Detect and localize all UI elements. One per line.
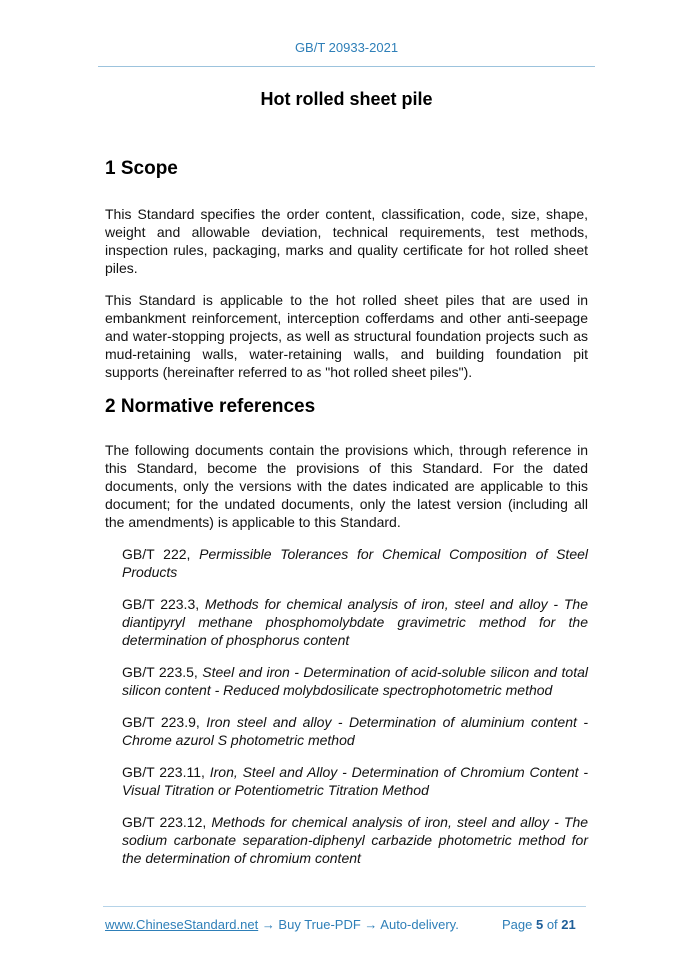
- scope-paragraph-2: This Standard is applicable to the hot rolled sheet piles that are used in embankment reinforcement, interception cofferdams and other anti-seepage and water-stopping projects, as well as structural foundation projects such as mud-retaining walls, water-retaining walls, and building foundation pit supports (hereinafter referred to as "hot rolled sheet piles").: [105, 292, 588, 380]
- reference-code: GB/T 223.5,: [122, 664, 203, 680]
- reference-title: Methods for chemical analysis of iron, steel and alloy - The diantipyryl methane phosphomolybdate gravimetric method for the determination of phosphorus content: [122, 596, 588, 648]
- reference-title: Permissible Tolerances for Chemical Composition of Steel Products: [122, 546, 589, 580]
- normative-intro-paragraph: The following documents contain the provisions which, through reference in this Standard, become the provisions of this Standard. For the dated documents, only the versions with the dates indicated are applicable to this document; for the undated documents, only the latest version (including all the amendments) is applicable to this Standard.: [105, 442, 588, 530]
- reference-item: [122, 713, 588, 749]
- page-current: 5: [535, 917, 544, 932]
- reference-title: Iron, Steel and Alloy - Determination of Chromium Content - Visual Titration or Potentiometric Titration Method: [122, 764, 588, 798]
- reference-code: GB/T 223.3,: [122, 596, 205, 612]
- running-header: GB/T 20933-2021: [294, 40, 399, 55]
- reference-item: [122, 663, 588, 699]
- reference-title: Steel and iron - Determination of acid-soluble silicon and total silicon content - Reduced molybdosilicate spectrophotometric method: [122, 664, 589, 698]
- reference-title: Iron steel and alloy - Determination of aluminium content - Chrome azurol S photometric method: [122, 714, 589, 748]
- header-divider: [98, 66, 595, 67]
- reference-item: [122, 813, 588, 867]
- website-link[interactable]: www.ChineseStandard.net: [105, 917, 259, 932]
- reference-code: GB/T 223.12,: [122, 814, 212, 830]
- footer-divider: [103, 906, 586, 907]
- reference-item: [122, 595, 588, 649]
- reference-title: Methods for chemical analysis of iron, steel and alloy - The sodium carbonate separation-diphenyl carbazide photometric method for the determination of chromium content: [122, 814, 589, 866]
- document-body: [105, 158, 588, 867]
- section-heading-scope: 1 Scope: [105, 158, 178, 179]
- page-total: 21: [561, 917, 576, 932]
- reference-code: GB/T 223.9,: [122, 714, 207, 730]
- reference-item: [122, 545, 588, 581]
- document-title: Hot rolled sheet pile: [260, 89, 433, 109]
- footer-tagline: → Buy True-PDF → Auto-delivery.: [258, 917, 459, 932]
- page-indicator: [502, 917, 576, 932]
- scope-paragraph-1: This Standard specifies the order content, classification, code, size, shape, weight and allowable deviation, technical requirements, test methods, inspection rules, packaging, marks and quality certificate for hot rolled sheet piles.: [105, 206, 588, 276]
- reference-code: GB/T 223.11,: [122, 764, 210, 780]
- reference-item: [122, 763, 588, 799]
- section-heading-normative-references: 2 Normative references: [105, 396, 316, 417]
- reference-list: [122, 545, 588, 867]
- footer-promo: [105, 917, 459, 932]
- reference-code: GB/T 222,: [122, 546, 200, 562]
- page-of: of: [543, 917, 562, 932]
- page-label: Page: [502, 917, 536, 932]
